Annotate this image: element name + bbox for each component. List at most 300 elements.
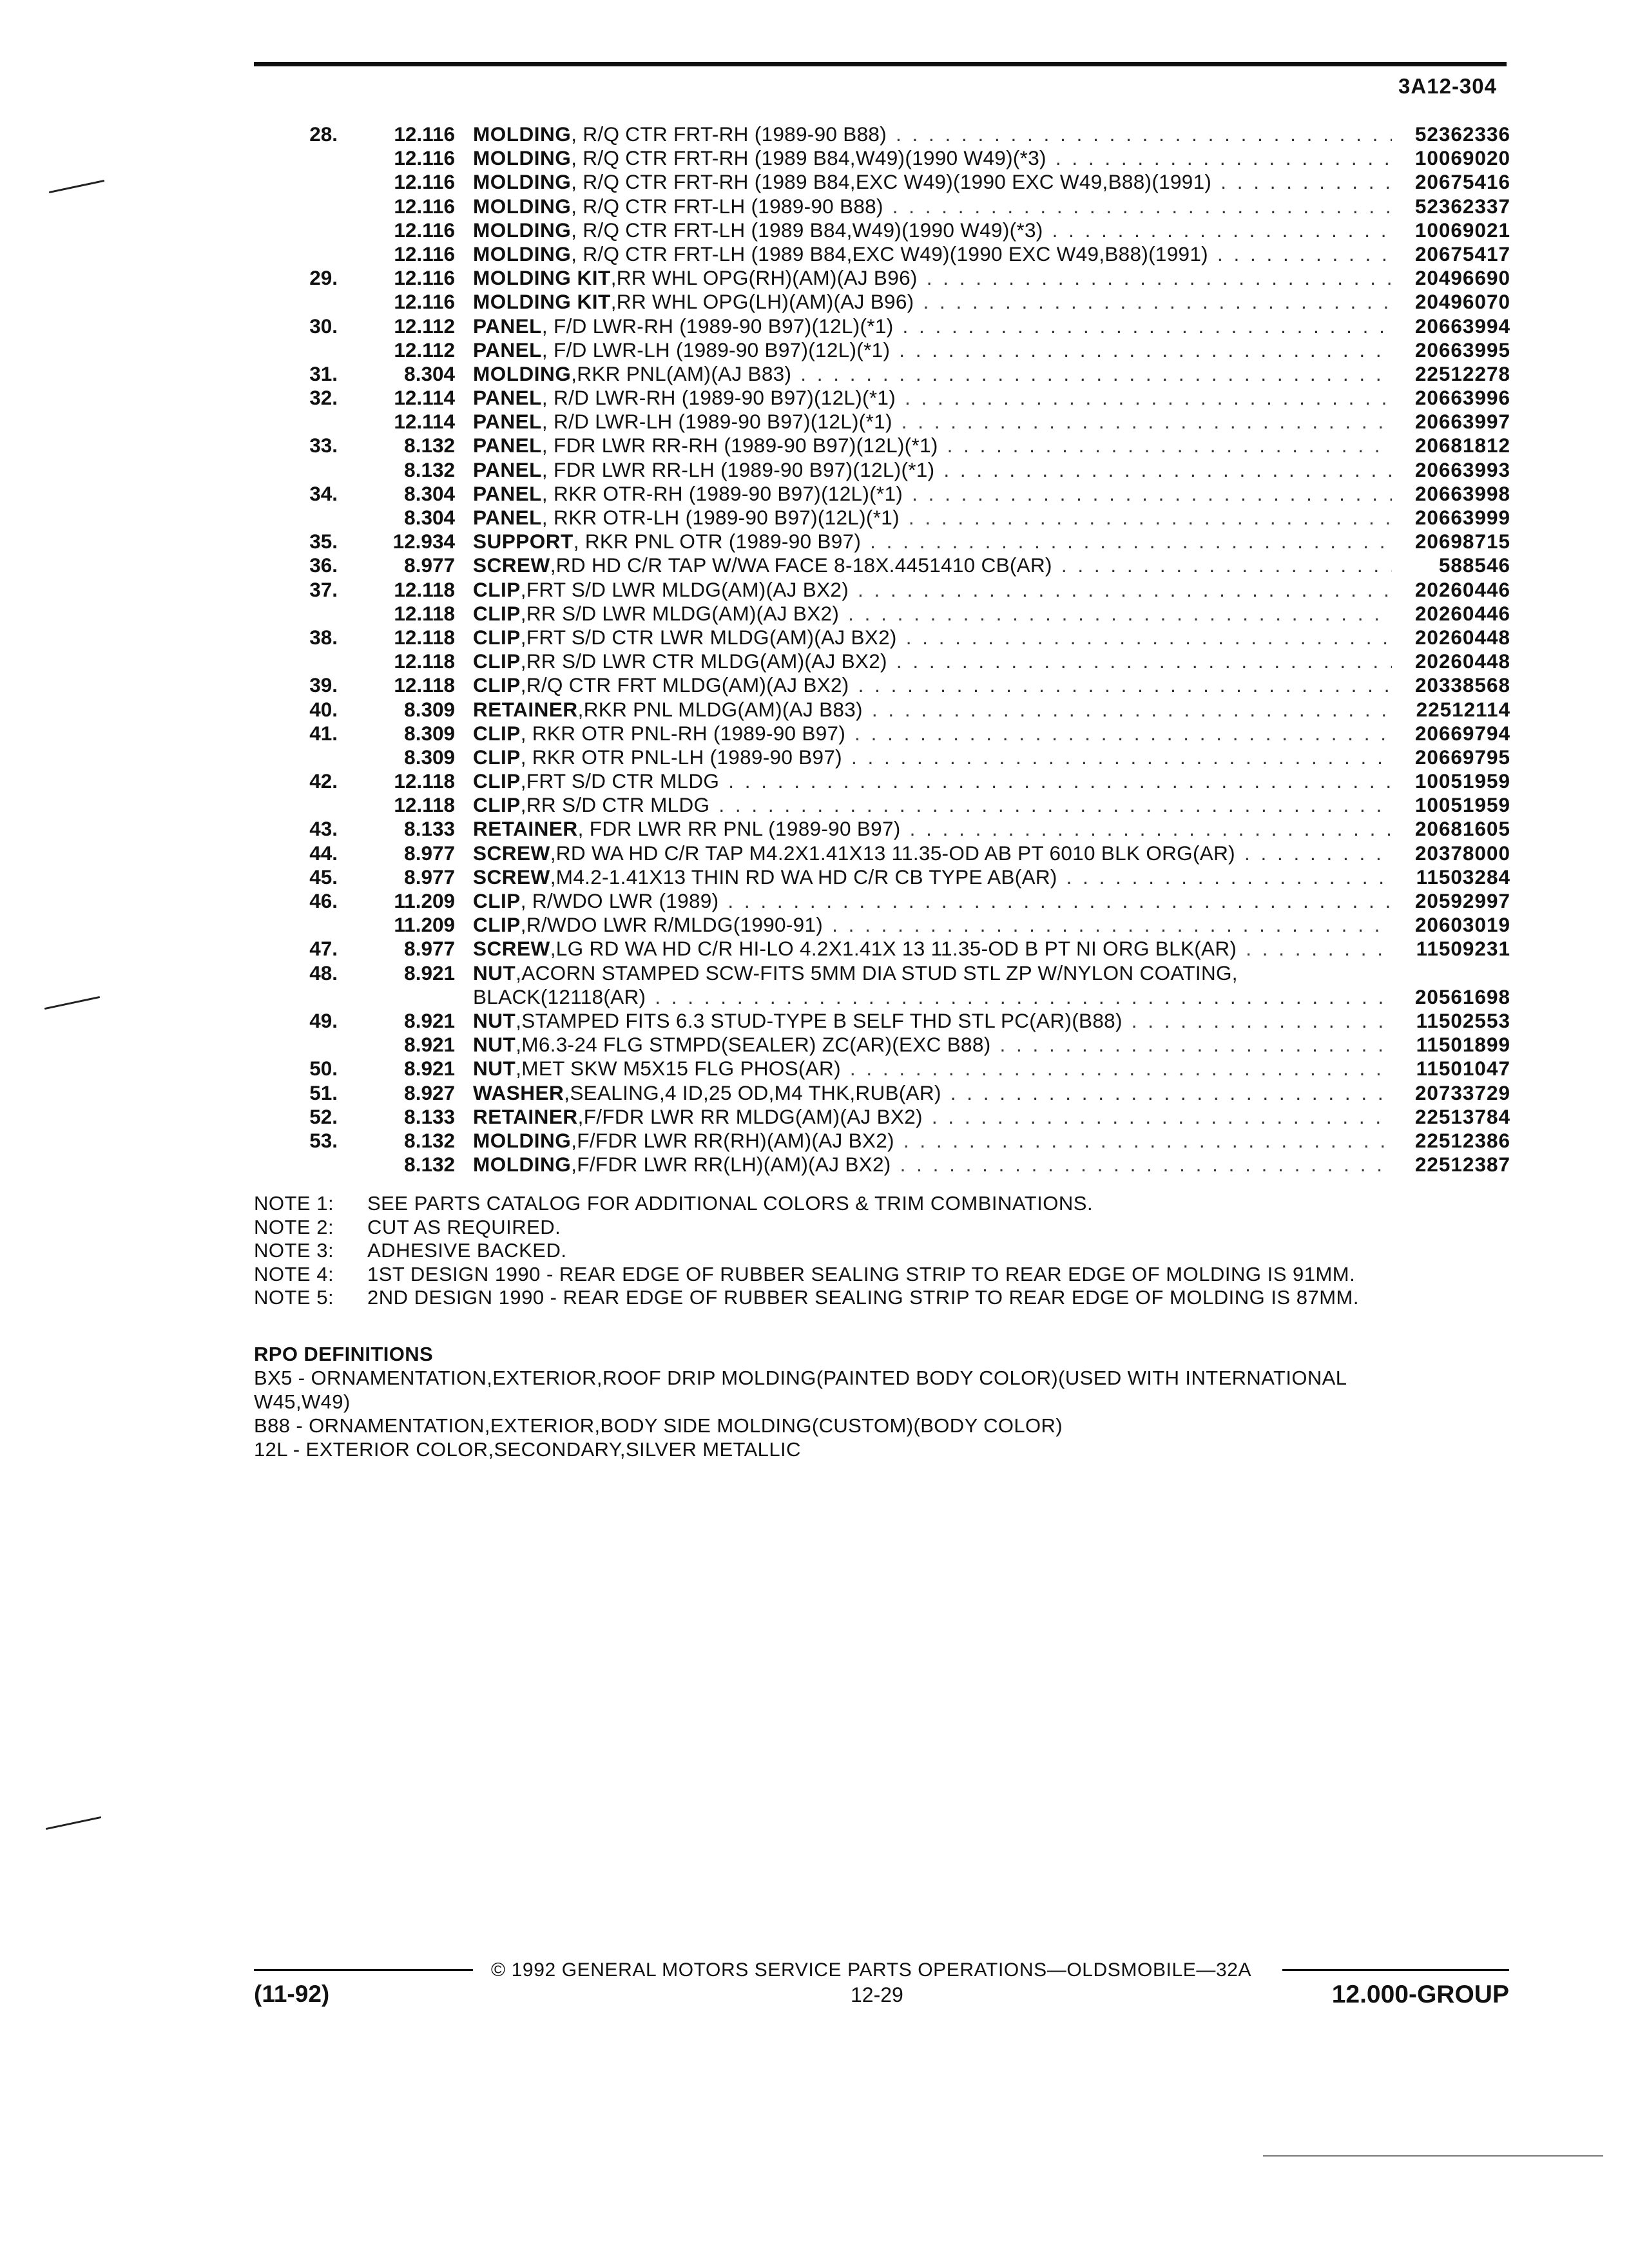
note-text: ADHESIVE BACKED. — [367, 1239, 567, 1262]
part-row — [254, 793, 1510, 817]
page-code: 3A12-304 — [1398, 74, 1497, 98]
part-noun: SCREW — [473, 553, 550, 577]
part-number: 10069020 — [1414, 146, 1510, 170]
part-number: 20663998 — [1414, 481, 1510, 505]
leader-dots — [1052, 218, 1392, 242]
part-description: , R/D LWR-RH (1989-90 B97)(12L)(*1) — [541, 386, 896, 410]
part-description: ,FRT S/D CTR LWR MLDG(AM)(AJ BX2) — [520, 625, 897, 649]
part-index: 37. — [309, 577, 338, 601]
part-group-number: 8.921 — [404, 1057, 455, 1081]
part-noun: MOLDING — [473, 218, 572, 242]
part-number: 20338568 — [1414, 673, 1510, 697]
part-number: 20496690 — [1414, 266, 1510, 290]
part-row — [254, 1105, 1510, 1129]
part-description: , FDR LWR RR-LH (1989-90 B97)(12L)(*1) — [541, 457, 935, 481]
note-line — [254, 1192, 1359, 1216]
part-group-number: 8.304 — [404, 361, 455, 385]
part-row — [254, 458, 1510, 482]
rpo-line: 12L - EXTERIOR COLOR,SECONDARY,SILVER METALLIC — [254, 1438, 801, 1461]
footer-group: 12.000-GROUP — [1331, 1981, 1509, 2008]
part-row — [254, 673, 1510, 697]
part-number: 20663993 — [1414, 457, 1510, 481]
part-noun: MOLDING — [473, 242, 572, 265]
note-text: 2ND DESIGN 1990 - REAR EDGE OF RUBBER SEALING STRIP TO REAR EDGE OF MOLDING IS 87MM. — [367, 1286, 1359, 1309]
part-description: ,RR S/D LWR MLDG(AM)(AJ BX2) — [520, 601, 840, 625]
part-noun: MOLDING — [473, 361, 572, 385]
part-number: 22513784 — [1414, 1104, 1510, 1128]
part-description: ,RR WHL OPG(RH)(AM)(AJ B96) — [610, 266, 918, 290]
part-group-number: 8.977 — [404, 865, 455, 889]
part-row — [254, 266, 1510, 290]
part-group-number: 12.116 — [394, 218, 455, 242]
part-index: 38. — [309, 625, 338, 649]
part-number: 20592997 — [1414, 889, 1510, 912]
part-noun: MOLDING — [473, 1128, 572, 1152]
part-noun: PANEL — [473, 386, 542, 410]
part-index: 42. — [309, 769, 338, 793]
part-index: 46. — [309, 889, 338, 912]
leader-dots — [854, 722, 1392, 745]
part-noun: PANEL — [473, 434, 542, 457]
part-noun: CLIP — [473, 769, 521, 793]
part-description: ,ACORN STAMPED SCW-FITS 5MM DIA STUD STL ZP W/NYLON COATING, — [516, 961, 1238, 985]
punch-mark — [46, 1816, 102, 1830]
part-group-number: 8.132 — [404, 1153, 455, 1177]
part-noun: SCREW — [473, 841, 550, 865]
leader-dots — [932, 1105, 1392, 1129]
part-row — [254, 146, 1510, 170]
part-description: , FDR LWR RR-RH (1989-90 B97)(12L)(*1) — [541, 434, 938, 457]
part-number: 20675417 — [1414, 242, 1510, 265]
part-index: 47. — [309, 937, 338, 961]
part-index: 33. — [309, 434, 338, 457]
punch-mark — [49, 180, 105, 193]
part-group-number: 12.116 — [394, 122, 455, 146]
part-group-number: 12.118 — [394, 769, 455, 793]
part-description: , R/Q CTR FRT-LH (1989-90 B88) — [571, 194, 883, 218]
part-group-number: 8.304 — [404, 506, 455, 529]
note-label: NOTE 1: — [254, 1192, 334, 1215]
part-description: ,STAMPED FITS 6.3 STUD-TYPE B SELF THD STL PC(AR)(B88) — [516, 1008, 1123, 1032]
part-number: 22512387 — [1414, 1153, 1510, 1177]
part-number: 20260448 — [1414, 625, 1510, 649]
part-row — [254, 122, 1510, 146]
part-number: 20681812 — [1414, 434, 1510, 457]
part-noun: PANEL — [473, 338, 542, 361]
leader-dots — [896, 122, 1392, 146]
part-number: 11502553 — [1416, 1008, 1510, 1032]
part-index: 48. — [309, 961, 338, 985]
part-group-number: 12.118 — [394, 625, 455, 649]
leader-dots — [728, 769, 1392, 793]
part-number: 10051959 — [1414, 793, 1510, 817]
part-description: , R/WDO LWR (1989) — [520, 889, 719, 912]
leader-dots — [848, 602, 1392, 626]
part-row — [254, 482, 1510, 506]
part-row — [254, 195, 1510, 218]
footer-date: (11-92) — [254, 1981, 330, 2007]
part-row — [254, 937, 1510, 961]
part-row — [254, 1129, 1510, 1153]
part-index: 49. — [309, 1008, 338, 1032]
note-line — [254, 1263, 1359, 1287]
part-description: ,F/FDR LWR RR(LH)(AM)(AJ BX2) — [571, 1153, 891, 1177]
part-noun: CLIP — [473, 721, 521, 745]
part-description: , R/Q CTR FRT-RH (1989 B84,W49)(1990 W49)(*3) — [571, 146, 1046, 170]
part-noun: SCREW — [473, 937, 550, 961]
part-number: 11501899 — [1416, 1033, 1510, 1057]
part-noun: PANEL — [473, 481, 542, 505]
part-group-number: 12.934 — [392, 530, 455, 553]
leader-dots — [950, 1081, 1392, 1105]
leader-dots — [912, 482, 1392, 506]
part-group-number: 11.209 — [394, 889, 455, 912]
part-row — [254, 506, 1510, 530]
leader-dots — [1000, 1033, 1393, 1057]
part-group-number: 12.116 — [394, 194, 455, 218]
part-row — [254, 314, 1510, 338]
part-description: ,SEALING,4 ID,25 OD,M4 THK,RUB(AR) — [564, 1081, 941, 1104]
part-group-number: 11.209 — [394, 913, 455, 937]
part-group-number: 8.309 — [404, 721, 455, 745]
part-index: 29. — [309, 266, 338, 290]
part-row — [254, 386, 1510, 410]
part-group-number: 8.132 — [404, 457, 455, 481]
part-number: 11501047 — [1416, 1057, 1510, 1081]
part-description: , F/D LWR-LH (1989-90 B97)(12L)(*1) — [541, 338, 891, 361]
note-label: NOTE 5: — [254, 1286, 334, 1309]
part-row — [254, 745, 1510, 769]
part-index: 32. — [309, 386, 338, 410]
part-noun: NUT — [473, 1033, 516, 1057]
part-number: 22512278 — [1414, 361, 1510, 385]
part-index: 35. — [309, 530, 338, 553]
part-row — [254, 1033, 1510, 1057]
part-number: 20675416 — [1414, 170, 1510, 194]
part-group-number: 12.116 — [394, 170, 455, 194]
part-index: 28. — [309, 122, 338, 146]
part-index: 53. — [309, 1128, 338, 1152]
part-number: 20669794 — [1414, 721, 1510, 745]
part-noun: WASHER — [473, 1081, 564, 1104]
leader-dots — [896, 649, 1392, 673]
note-label: NOTE 2: — [254, 1215, 334, 1238]
part-description: ,RR WHL OPG(LH)(AM)(AJ B96) — [610, 290, 914, 314]
rpo-line: B88 - ORNAMENTATION,EXTERIOR,BODY SIDE MOLDING(CUSTOM)(BODY COLOR) — [254, 1414, 1063, 1437]
part-description: ,R/Q CTR FRT MLDG(AM)(AJ BX2) — [520, 673, 849, 697]
copyright: © 1992 GENERAL MOTORS SERVICE PARTS OPERATIONS—OLDSMOBILE—32A — [491, 1959, 1252, 1981]
part-noun: MOLDING — [473, 194, 572, 218]
part-group-number: 8.921 — [404, 961, 455, 985]
part-row — [254, 841, 1510, 865]
part-noun: SCREW — [473, 865, 550, 889]
rpo-definitions — [254, 1342, 1517, 1461]
note-line — [254, 1239, 1359, 1263]
part-description: , F/D LWR-RH (1989-90 B97)(12L)(*1) — [541, 314, 894, 338]
part-index: 52. — [309, 1104, 338, 1128]
part-description: , R/D LWR-LH (1989-90 B97)(12L)(*1) — [541, 410, 892, 434]
part-number: 10051959 — [1414, 769, 1510, 793]
part-row — [254, 1153, 1510, 1177]
part-noun: CLIP — [473, 649, 521, 673]
part-description: ,R/WDO LWR R/MLDG(1990-91) — [520, 913, 824, 937]
notes-section — [254, 1192, 1359, 1310]
leader-dots — [858, 578, 1392, 602]
part-row — [254, 434, 1510, 457]
leader-dots — [901, 410, 1392, 434]
part-group-number: 12.118 — [394, 793, 455, 817]
part-noun: RETAINER — [473, 697, 578, 721]
part-index: 39. — [309, 673, 338, 697]
part-noun: MOLDING — [473, 146, 572, 170]
leader-dots — [718, 793, 1392, 817]
part-number: 11503284 — [1416, 865, 1510, 889]
part-number: 20260446 — [1414, 601, 1510, 625]
part-number: 22512114 — [1416, 697, 1510, 721]
leader-dots — [1132, 1009, 1392, 1033]
part-number: 22512386 — [1414, 1128, 1510, 1152]
part-group-number: 8.977 — [404, 937, 455, 961]
part-description: ,RKR PNL MLDG(AM)(AJ B83) — [577, 697, 863, 721]
rpo-line: W45,W49) — [254, 1390, 351, 1413]
part-row — [254, 290, 1510, 314]
leader-dots — [800, 362, 1392, 386]
part-row — [254, 553, 1510, 577]
part-noun: PANEL — [473, 506, 542, 529]
part-group-number: 12.114 — [394, 410, 455, 434]
part-description: , RKR PNL OTR (1989-90 B97) — [573, 530, 862, 553]
part-group-number: 8.304 — [404, 481, 455, 505]
part-group-number: 8.921 — [404, 1033, 455, 1057]
part-noun: NUT — [473, 961, 516, 985]
part-number: 20260448 — [1414, 649, 1510, 673]
part-row — [254, 698, 1510, 722]
part-description-cont: BLACK(12118(AR) — [473, 985, 646, 1008]
note-text: SEE PARTS CATALOG FOR ADDITIONAL COLORS & TRIM COMBINATIONS. — [367, 1192, 1094, 1215]
part-group-number: 8.977 — [404, 841, 455, 865]
part-group-number: 12.118 — [394, 601, 455, 625]
part-number: 20603019 — [1414, 913, 1510, 937]
leader-dots — [899, 338, 1392, 362]
part-noun: CLIP — [473, 601, 521, 625]
note-label: NOTE 4: — [254, 1262, 334, 1285]
part-row — [254, 170, 1510, 194]
part-number: 20663995 — [1414, 338, 1510, 361]
note-line — [254, 1286, 1359, 1310]
part-index: 36. — [309, 553, 338, 577]
footer-rule-right — [1282, 1969, 1509, 1971]
leader-dots — [909, 506, 1392, 530]
leader-dots — [850, 1057, 1392, 1081]
part-row — [254, 530, 1510, 553]
part-description: ,LG RD WA HD C/R HI-LO 4.2X1.41X 13 11.35-OD B PT NI ORG BLK(AR) — [550, 937, 1237, 961]
part-row — [254, 626, 1510, 649]
part-row — [254, 649, 1510, 673]
leader-dots — [1220, 170, 1392, 194]
part-number: 52362337 — [1414, 194, 1510, 218]
leader-dots — [947, 434, 1392, 457]
part-row — [254, 218, 1510, 242]
part-description: ,F/FDR LWR RR(RH)(AM)(AJ BX2) — [571, 1128, 894, 1152]
part-description: ,RR S/D CTR MLDG — [520, 793, 710, 817]
leader-dots — [910, 817, 1392, 841]
part-row — [254, 362, 1510, 386]
part-noun: PANEL — [473, 410, 542, 434]
leader-dots — [1055, 146, 1392, 170]
part-description: , RKR OTR-LH (1989-90 B97)(12L)(*1) — [541, 506, 900, 529]
note-text: 1ST DESIGN 1990 - REAR EDGE OF RUBBER SEALING STRIP TO REAR EDGE OF MOLDING IS 91MM. — [367, 1262, 1356, 1285]
part-group-number: 12.118 — [394, 673, 455, 697]
leader-dots — [851, 745, 1392, 769]
part-description: , FDR LWR RR PNL (1989-90 B97) — [577, 817, 901, 841]
leader-dots — [892, 195, 1392, 218]
leader-dots — [1217, 242, 1392, 266]
part-noun: NUT — [473, 1057, 516, 1081]
part-noun: MOLDING — [473, 170, 572, 194]
part-noun: MOLDING KIT — [473, 266, 611, 290]
part-row — [254, 410, 1510, 434]
part-group-number: 12.116 — [394, 266, 455, 290]
part-group-number: 12.116 — [394, 146, 455, 170]
footer-page-number: 12-29 — [851, 1983, 903, 2006]
leader-dots — [872, 698, 1392, 722]
part-description: , RKR OTR PNL-RH (1989-90 B97) — [520, 721, 846, 745]
part-group-number: 8.133 — [404, 1104, 455, 1128]
part-row — [254, 961, 1510, 1009]
part-index: 40. — [309, 697, 338, 721]
part-index: 51. — [309, 1081, 338, 1104]
leader-dots — [923, 290, 1392, 314]
part-group-number: 12.114 — [394, 386, 455, 410]
part-description: ,FRT S/D LWR MLDG(AM)(AJ BX2) — [520, 577, 849, 601]
part-row — [254, 1081, 1510, 1105]
part-description: , R/Q CTR FRT-LH (1989 B84,W49)(1990 W49)(*3) — [571, 218, 1043, 242]
part-description: , R/Q CTR FRT-LH (1989 B84,EXC W49)(1990 EXC W49,B88)(1991) — [571, 242, 1208, 265]
part-row — [254, 817, 1510, 841]
part-noun: CLIP — [473, 889, 521, 912]
part-index: 50. — [309, 1057, 338, 1081]
part-noun: RETAINER — [473, 817, 578, 841]
part-index: 34. — [309, 481, 338, 505]
leader-dots — [903, 314, 1393, 338]
part-group-number: 12.116 — [394, 242, 455, 265]
part-description: ,RR S/D LWR CTR MLDG(AM)(AJ BX2) — [520, 649, 887, 673]
part-noun: CLIP — [473, 577, 521, 601]
part-number: 20663994 — [1414, 314, 1510, 338]
leader-dots — [1066, 865, 1392, 889]
part-index: 43. — [309, 817, 338, 841]
part-row — [254, 578, 1510, 602]
part-noun: MOLDING — [473, 1153, 572, 1177]
part-row — [254, 1009, 1510, 1033]
part-group-number: 8.309 — [404, 697, 455, 721]
part-noun: RETAINER — [473, 1104, 578, 1128]
part-noun: CLIP — [473, 745, 521, 769]
part-description: ,M4.2-1.41X13 THIN RD WA HD C/R CB TYPE AB(AR) — [550, 865, 1057, 889]
part-group-number: 8.132 — [404, 1128, 455, 1152]
part-description: ,FRT S/D CTR MLDG — [520, 769, 720, 793]
part-row — [254, 1057, 1510, 1081]
part-number: 10069021 — [1414, 218, 1510, 242]
part-index: 45. — [309, 865, 338, 889]
part-description: ,RD HD C/R TAP W/WA FACE 8-18X.4451410 CB(AR) — [550, 553, 1052, 577]
part-number: 20561698 — [1414, 985, 1510, 1008]
part-index: 44. — [309, 841, 338, 865]
leader-dots — [943, 458, 1392, 482]
part-noun: NUT — [473, 1008, 516, 1032]
part-number: 20260446 — [1414, 577, 1510, 601]
part-index: 30. — [309, 314, 338, 338]
note-line — [254, 1216, 1359, 1240]
part-number: 20733729 — [1414, 1081, 1510, 1104]
rpo-line: BX5 - ORNAMENTATION,EXTERIOR,ROOF DRIP MOLDING(PAINTED BODY COLOR)(USED WITH INTERNATIONAL — [254, 1367, 1347, 1389]
leader-dots — [927, 266, 1392, 290]
part-noun: MOLDING — [473, 122, 572, 146]
part-noun: PANEL — [473, 457, 542, 481]
leader-dots — [655, 985, 1392, 1009]
footer-rule-left — [254, 1969, 473, 1971]
part-row — [254, 602, 1510, 626]
part-index: 31. — [309, 361, 338, 385]
leader-dots — [1246, 937, 1392, 961]
part-description: , R/Q CTR FRT-RH (1989 B84,EXC W49)(1990 EXC W49,B88)(1991) — [571, 170, 1212, 194]
top-rule — [254, 62, 1507, 66]
leader-dots — [905, 386, 1392, 410]
part-noun: MOLDING KIT — [473, 290, 611, 314]
part-group-number: 8.133 — [404, 817, 455, 841]
note-text: CUT AS REQUIRED. — [367, 1215, 561, 1238]
leader-dots — [728, 889, 1392, 913]
leader-dots — [903, 1129, 1392, 1153]
part-group-number: 12.112 — [394, 338, 455, 361]
part-noun: CLIP — [473, 793, 521, 817]
part-number: 52362336 — [1414, 122, 1510, 146]
part-description: ,MET SKW M5X15 FLG PHOS(AR) — [516, 1057, 841, 1081]
part-description: ,F/FDR LWR RR MLDG(AM)(AJ BX2) — [577, 1104, 923, 1128]
part-row — [254, 722, 1510, 745]
note-label: NOTE 3: — [254, 1239, 334, 1262]
part-description: , RKR OTR-RH (1989-90 B97)(12L)(*1) — [541, 481, 903, 505]
leader-dots — [906, 626, 1392, 649]
part-description: , RKR OTR PNL-LH (1989-90 B97) — [520, 745, 842, 769]
part-number: 20378000 — [1414, 841, 1510, 865]
part-number: 588546 — [1438, 553, 1510, 577]
part-number: 11509231 — [1416, 937, 1510, 961]
part-number: 20663999 — [1414, 506, 1510, 529]
part-noun: CLIP — [473, 625, 521, 649]
part-group-number: 8.921 — [404, 1008, 455, 1032]
part-row — [254, 769, 1510, 793]
part-group-number: 12.112 — [394, 314, 455, 338]
part-description: ,M6.3-24 FLG STMPD(SEALER) ZC(AR)(EXC B88) — [516, 1033, 991, 1057]
part-noun: SUPPORT — [473, 530, 574, 553]
part-group-number: 12.116 — [394, 290, 455, 314]
part-row — [254, 865, 1510, 889]
rpo-title: RPO DEFINITIONS — [254, 1343, 434, 1365]
leader-dots — [1061, 553, 1392, 577]
part-row — [254, 889, 1510, 913]
part-index: 41. — [309, 721, 338, 745]
part-number: 20669795 — [1414, 745, 1510, 769]
part-noun: PANEL — [473, 314, 542, 338]
part-group-number: 8.977 — [404, 553, 455, 577]
part-description: ,RKR PNL(AM)(AJ B83) — [571, 361, 792, 385]
leader-dots — [858, 673, 1392, 697]
part-group-number: 8.927 — [404, 1081, 455, 1104]
part-noun: CLIP — [473, 673, 521, 697]
leader-dots — [900, 1153, 1392, 1177]
leader-dots — [870, 530, 1392, 553]
